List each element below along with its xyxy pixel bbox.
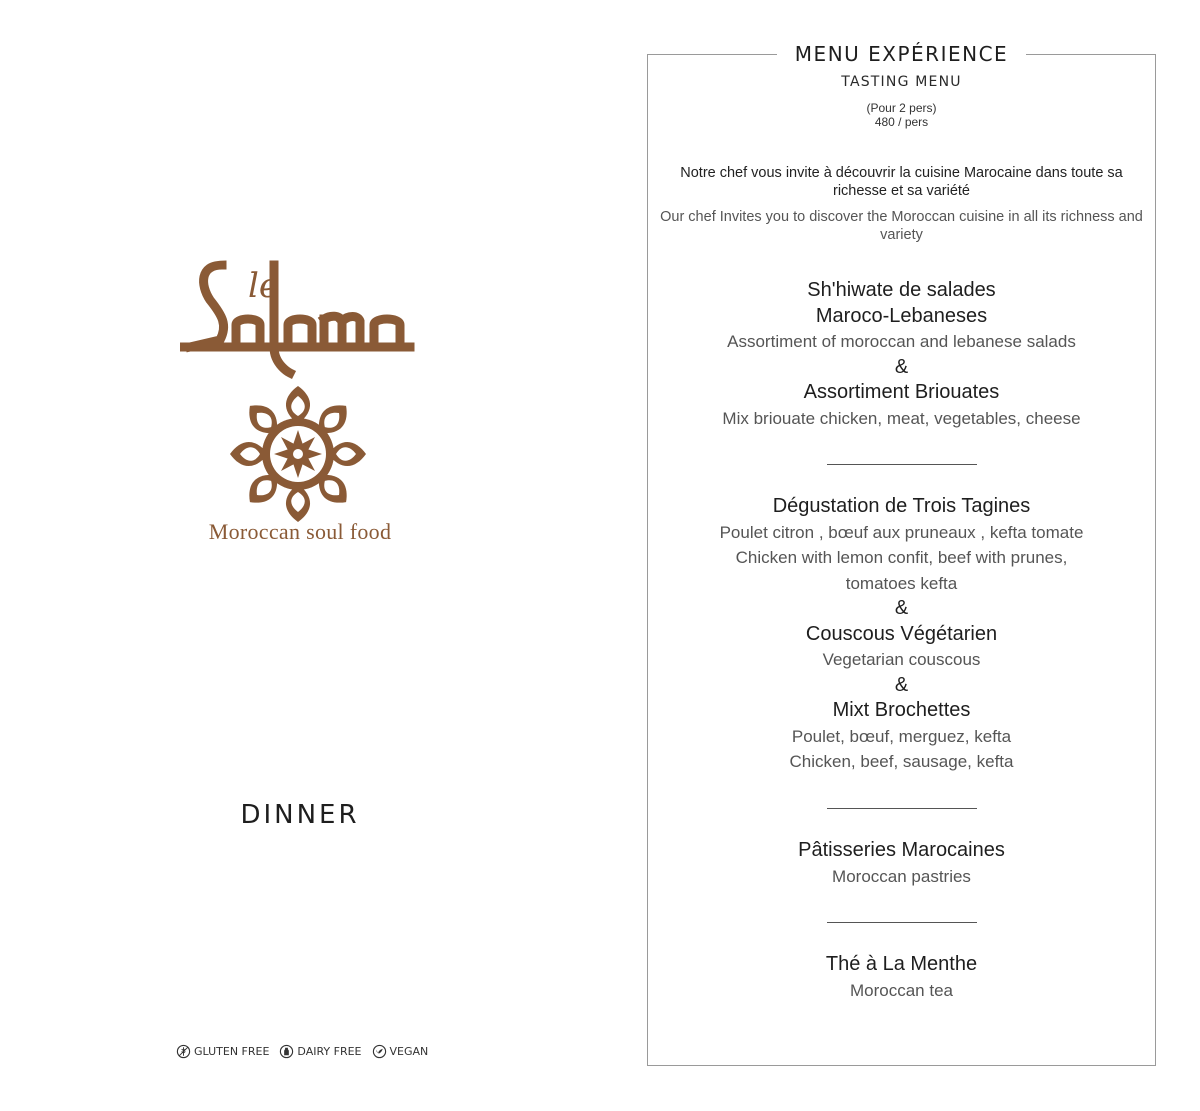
dish-description: Chicken, beef, sausage, kefta xyxy=(789,752,1014,771)
brand-tagline: Moroccan soul food xyxy=(208,519,392,544)
dish-title: Thé à La Menthe xyxy=(825,953,978,975)
mandala-emblem xyxy=(228,384,368,524)
ampersand: & xyxy=(894,597,909,619)
ampersand: & xyxy=(894,355,909,378)
course-mains xyxy=(660,494,1143,775)
dish-description: Moroccan tea xyxy=(850,980,953,1000)
dish-description: Mix briouate chicken, meat, vegetables, cheese xyxy=(722,408,1081,428)
menu-title: MENU EXPÉRIENCE xyxy=(777,42,1026,66)
dairy-free-icon xyxy=(279,1044,294,1059)
menu-title-wrap xyxy=(647,42,1156,66)
gluten-free-icon xyxy=(176,1044,191,1059)
dish-description: Poulet citron , bœuf aux pruneaux , kefta tomate xyxy=(719,522,1084,542)
dish-description: tomatoes kefta xyxy=(845,573,958,593)
dish-description: Assortiment of moroccan and lebanese salads xyxy=(727,332,1076,351)
dish-title: Mixt Brochettes xyxy=(832,699,971,721)
legend-dairy-free xyxy=(279,1044,361,1059)
vegan-icon xyxy=(372,1044,387,1059)
dish-description: Vegetarian couscous xyxy=(822,650,981,669)
ampersand: & xyxy=(894,673,909,696)
legend-label: VEGAN xyxy=(389,1045,429,1058)
price-value: 480 / pers xyxy=(874,115,929,129)
course-tea xyxy=(660,952,1143,1003)
dish-title: Assortiment Briouates xyxy=(803,381,1000,403)
dish-description: Poulet, bœuf, merguez, kefta xyxy=(791,726,1012,746)
course-dessert xyxy=(660,838,1143,889)
intro-english: Our chef Invites you to discover the Moroccan cuisine in all its richness and variety xyxy=(660,209,1143,243)
legend-vegan xyxy=(372,1044,429,1059)
dish-title: Couscous Végétarien xyxy=(805,622,998,645)
dietary-legend xyxy=(176,1044,428,1059)
dish-title: Maroco-Lebaneses xyxy=(815,304,988,327)
dish-title: Dégustation de Trois Tagines xyxy=(772,495,1031,517)
menu-price xyxy=(647,101,1156,129)
dish-description: Chicken with lemon confit, beef with prunes, xyxy=(735,548,1068,567)
section-divider xyxy=(827,808,977,809)
legend-label: GLUTEN FREE xyxy=(194,1045,270,1058)
section-divider xyxy=(827,922,977,923)
dish-title: Pâtisseries Marocaines xyxy=(798,839,1005,861)
dish-description: Moroccan pastries xyxy=(832,866,971,886)
course-starters xyxy=(660,278,1143,431)
dish-title: Sh'hiwate de salades xyxy=(807,279,996,301)
legend-gluten-free xyxy=(176,1044,269,1059)
legend-label: DAIRY FREE xyxy=(297,1045,362,1058)
section-divider xyxy=(827,464,977,465)
intro-french: Notre chef vous invite à découvrir la cuisine Marocaine dans toute sa richesse et sa variété xyxy=(680,165,1123,199)
service-title: DINNER xyxy=(240,800,360,830)
price-persons: (Pour 2 pers) xyxy=(866,101,937,115)
svg-text:le: le xyxy=(248,266,279,306)
menu-subtitle: TASTING MENU xyxy=(841,74,962,90)
salama-logo xyxy=(180,255,420,385)
